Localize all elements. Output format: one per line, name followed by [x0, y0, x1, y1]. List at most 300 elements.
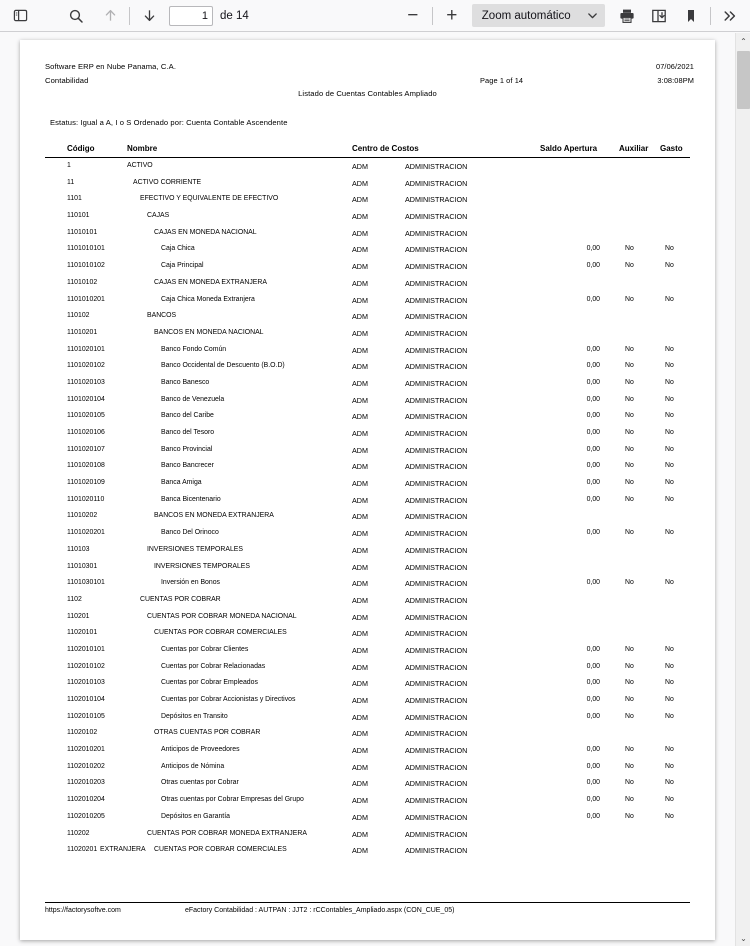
table-header-row	[45, 144, 690, 158]
cell-nombre-cont: EXTRANJERA	[100, 846, 146, 854]
pdf-viewer-area[interactable]	[0, 33, 735, 946]
cell-nombre: INVERSIONES TEMPORALES	[154, 562, 250, 570]
cell-codigo: 11010301	[67, 562, 98, 570]
cell-centro-de-costos-nombre: ADMINISTRACION	[405, 262, 468, 272]
zoom-select-value: Zoom automático	[481, 9, 571, 22]
cell-centro-de-costos-codigo: ADM	[352, 762, 368, 772]
cell-nombre: Banca Bicentenario	[161, 495, 221, 503]
cell-codigo: 1102010103	[67, 679, 105, 687]
cell-gasto: No	[665, 712, 674, 720]
cell-codigo: 11010201	[67, 328, 98, 336]
cell-centro-de-costos-codigo: ADM	[352, 262, 368, 272]
table-row	[45, 375, 690, 392]
cell-saldo-apertura: 0,00	[586, 779, 600, 787]
cell-centro-de-costos-codigo: ADM	[352, 395, 368, 405]
arrow-down-icon	[142, 8, 157, 23]
table-row	[45, 442, 690, 459]
table-row	[45, 325, 690, 342]
cell-auxiliar: No	[625, 529, 634, 537]
cell-centro-de-costos-codigo: ADM	[352, 612, 368, 622]
table-row	[45, 158, 690, 175]
report-title: Listado de Cuentas Contables Ampliado	[298, 89, 437, 98]
table-row	[45, 642, 690, 659]
plus-icon: +	[446, 5, 458, 26]
cell-auxiliar: No	[625, 395, 634, 403]
cell-centro-de-costos-nombre: ADMINISTRACION	[405, 178, 468, 188]
table-row	[45, 775, 690, 792]
cell-auxiliar: No	[625, 412, 634, 420]
cell-auxiliar: No	[625, 429, 634, 436]
table-row	[45, 809, 690, 826]
cell-centro-de-costos-nombre: ADMINISTRACION	[405, 712, 468, 722]
double-chevron-right-icon	[722, 8, 738, 24]
cell-centro-de-costos-nombre: ADMINISTRACION	[405, 762, 468, 772]
cell-nombre: Cuentas por Cobrar Clientes	[161, 645, 249, 653]
table-row	[45, 241, 690, 258]
cell-centro-de-costos-codigo: ADM	[352, 312, 368, 322]
cell-gasto: No	[665, 662, 674, 670]
cell-centro-de-costos-codigo: ADM	[352, 495, 368, 505]
cell-gasto: No	[665, 245, 674, 253]
cell-centro-de-costos-codigo: ADM	[352, 212, 368, 222]
cell-nombre: Inversión en Bonos	[161, 579, 220, 587]
cell-saldo-apertura: 0,00	[586, 345, 600, 353]
cell-centro-de-costos-nombre: ADMINISTRACION	[405, 829, 468, 839]
cell-codigo: 1102010104	[67, 696, 105, 703]
cell-gasto: No	[665, 295, 674, 303]
cell-codigo: 1101020201	[67, 529, 105, 537]
cell-codigo: 1101020106	[67, 429, 105, 436]
cell-centro-de-costos-codigo: ADM	[352, 812, 368, 822]
cell-nombre: CUENTAS POR COBRAR COMERCIALES	[154, 629, 287, 637]
cell-centro-de-costos-codigo: ADM	[352, 562, 368, 572]
cell-centro-de-costos-nombre: ADMINISTRACION	[405, 679, 468, 689]
cell-codigo: 1101020109	[67, 479, 105, 487]
cell-auxiliar: No	[625, 779, 634, 787]
cell-centro-de-costos-nombre: ADMINISTRACION	[405, 195, 468, 205]
cell-saldo-apertura: 0,00	[586, 529, 600, 537]
cell-gasto: No	[665, 412, 674, 420]
cell-centro-de-costos-nombre: ADMINISTRACION	[405, 228, 468, 238]
cell-codigo: 11020101	[67, 629, 98, 637]
cell-auxiliar: No	[625, 462, 634, 470]
cell-centro-de-costos-codigo: ADM	[352, 462, 368, 472]
page-count-label: de 14	[220, 9, 249, 22]
table-row	[45, 191, 690, 208]
cell-saldo-apertura: 0,00	[586, 579, 600, 587]
cell-gasto: No	[665, 679, 674, 687]
cell-centro-de-costos-codigo: ADM	[352, 595, 368, 605]
cell-codigo: 11020201	[67, 846, 98, 854]
cell-auxiliar: No	[625, 645, 634, 653]
cell-auxiliar: No	[625, 796, 634, 804]
table-row	[45, 342, 690, 359]
cell-nombre: INVERSIONES TEMPORALES	[147, 545, 243, 553]
cell-centro-de-costos-nombre: ADMINISTRACION	[405, 746, 468, 756]
cell-nombre: EFECTIVO Y EQUIVALENTE DE EFECTIVO	[140, 195, 279, 203]
cell-codigo: 1101020104	[67, 395, 105, 403]
cell-centro-de-costos-nombre: ADMINISTRACION	[405, 429, 468, 438]
cell-saldo-apertura: 0,00	[586, 696, 600, 703]
cell-gasto: No	[665, 345, 674, 353]
cell-centro-de-costos-nombre: ADMINISTRACION	[405, 846, 468, 856]
cell-saldo-apertura: 0,00	[586, 662, 600, 670]
cell-centro-de-costos-codigo: ADM	[352, 445, 368, 455]
column-header-centro-de-costos: Centro de Costos	[352, 144, 419, 153]
cell-auxiliar: No	[625, 762, 634, 770]
cell-codigo: 1101010101	[67, 245, 105, 253]
zoom-select[interactable]	[472, 4, 605, 27]
page-number-input[interactable]	[169, 6, 213, 26]
cell-centro-de-costos-nombre: ADMINISTRACION	[405, 562, 468, 572]
cell-codigo: 1101020110	[67, 495, 105, 503]
table-row	[45, 175, 690, 192]
cell-auxiliar: No	[625, 579, 634, 587]
cell-nombre: Depósitos en Transito	[161, 712, 228, 720]
table-row	[45, 458, 690, 475]
cell-codigo: 1102010102	[67, 662, 105, 670]
cell-gasto: No	[665, 479, 674, 487]
cell-centro-de-costos-nombre: ADMINISTRACION	[405, 812, 468, 822]
cell-gasto: No	[665, 378, 674, 386]
cell-centro-de-costos-nombre: ADMINISTRACION	[405, 545, 468, 555]
cell-gasto: No	[665, 779, 674, 787]
cell-gasto: No	[665, 462, 674, 470]
cell-nombre: CUENTAS POR COBRAR	[140, 595, 221, 603]
cell-codigo: 11010202	[67, 512, 98, 520]
cell-gasto: No	[665, 495, 674, 503]
toolbar-right-group	[613, 3, 750, 29]
minus-icon: −	[407, 5, 419, 26]
cell-nombre: ACTIVO CORRIENTE	[133, 178, 202, 186]
table-row	[45, 625, 690, 642]
cell-centro-de-costos-nombre: ADMINISTRACION	[405, 378, 468, 388]
cell-nombre: CAJAS EN MONEDA NACIONAL	[154, 228, 257, 236]
cell-codigo: 11020102	[67, 729, 98, 737]
cell-saldo-apertura: 0,00	[586, 495, 600, 503]
cell-nombre: Banco Del Orinoco	[161, 529, 219, 537]
table-body	[45, 158, 690, 869]
cell-codigo: 110202	[67, 829, 90, 837]
sidebar-toggle-icon	[13, 8, 28, 23]
cell-auxiliar: No	[625, 696, 634, 703]
sidebar-toggle-button[interactable]	[6, 3, 34, 29]
cell-nombre: CAJAS EN MONEDA EXTRANJERA	[154, 278, 267, 286]
cell-saldo-apertura: 0,00	[586, 295, 600, 303]
cell-codigo: 1101010201	[67, 295, 105, 303]
chevron-down-icon	[587, 10, 598, 21]
cell-auxiliar: No	[625, 445, 634, 453]
cell-auxiliar: No	[625, 479, 634, 487]
cell-centro-de-costos-nombre: ADMINISTRACION	[405, 645, 468, 655]
cell-nombre: Banco Banesco	[161, 378, 210, 386]
table-row	[45, 208, 690, 225]
cell-centro-de-costos-codigo: ADM	[352, 829, 368, 839]
cell-nombre: Banco Bancrecer	[161, 462, 214, 470]
cell-centro-de-costos-codigo: ADM	[352, 345, 368, 355]
cell-gasto: No	[665, 362, 674, 370]
cell-centro-de-costos-nombre: ADMINISTRACION	[405, 412, 468, 422]
cell-centro-de-costos-codigo: ADM	[352, 479, 368, 489]
cell-nombre: Otras cuentas por Cobrar	[161, 779, 239, 787]
toolbar-divider-3	[710, 7, 711, 25]
cell-centro-de-costos-nombre: ADMINISTRACION	[405, 729, 468, 739]
table-row	[45, 425, 690, 442]
cell-saldo-apertura: 0,00	[586, 412, 600, 420]
cell-centro-de-costos-codigo: ADM	[352, 796, 368, 806]
table-row	[45, 525, 690, 542]
cell-codigo: 1	[67, 162, 71, 169]
report-footer	[45, 902, 690, 914]
cell-centro-de-costos-codigo: ADM	[352, 378, 368, 388]
cell-auxiliar: No	[625, 345, 634, 353]
cell-centro-de-costos-codigo: ADM	[352, 579, 368, 589]
cell-codigo: 110102	[67, 312, 90, 320]
cell-codigo: 1101	[67, 195, 82, 203]
table-row	[45, 692, 690, 709]
cell-auxiliar: No	[625, 495, 634, 503]
report-page-info: Page 1 of 14	[480, 76, 524, 85]
save-button[interactable]	[645, 3, 673, 29]
cell-centro-de-costos-codigo: ADM	[352, 295, 368, 305]
cell-centro-de-costos-codigo: ADM	[352, 662, 368, 672]
table-row	[45, 709, 690, 726]
report-document	[20, 40, 715, 940]
cell-nombre: Anticipos de Proveedores	[161, 746, 240, 754]
cell-nombre: CUENTAS POR COBRAR MONEDA NACIONAL	[147, 612, 297, 620]
cell-auxiliar: No	[625, 378, 634, 386]
table-row	[45, 408, 690, 425]
cell-nombre: Otras cuentas por Cobrar Empresas del Grupo	[161, 796, 304, 804]
cell-codigo: 1102010201	[67, 746, 105, 754]
search-icon	[68, 8, 84, 24]
cell-nombre: CUENTAS POR COBRAR MONEDA EXTRANJERA	[147, 829, 307, 837]
table-row	[45, 225, 690, 242]
table-row	[45, 308, 690, 325]
toolbar-left-group	[0, 3, 249, 29]
cell-auxiliar: No	[625, 712, 634, 720]
table-row	[45, 725, 690, 742]
cell-codigo: 1102010105	[67, 712, 105, 720]
cell-saldo-apertura: 0,00	[586, 712, 600, 720]
cell-saldo-apertura: 0,00	[586, 445, 600, 453]
cell-codigo: 1101020107	[67, 445, 105, 453]
table-row	[45, 542, 690, 559]
cell-centro-de-costos-codigo: ADM	[352, 529, 368, 539]
cell-centro-de-costos-nombre: ADMINISTRACION	[405, 612, 468, 622]
cell-nombre: OTRAS CUENTAS POR COBRAR	[154, 729, 261, 737]
table-row	[45, 842, 690, 869]
cell-nombre: Banco del Tesoro	[161, 429, 215, 436]
cell-codigo: 1101020105	[67, 412, 105, 420]
column-header-codigo: Código	[67, 144, 95, 153]
cell-codigo: 1101020102	[67, 362, 105, 370]
cell-nombre: Caja Chica Moneda Extranjera	[161, 295, 255, 303]
cell-codigo: 1102010101	[67, 645, 105, 653]
table-row	[45, 659, 690, 676]
column-header-nombre: Nombre	[127, 144, 158, 153]
column-header-auxiliar: Auxiliar	[619, 144, 649, 153]
cell-nombre: BANCOS EN MONEDA NACIONAL	[154, 328, 264, 336]
arrow-up-icon	[103, 8, 118, 23]
cell-gasto: No	[665, 812, 674, 820]
bookmark-button[interactable]	[677, 3, 705, 29]
cell-centro-de-costos-codigo: ADM	[352, 278, 368, 288]
cell-centro-de-costos-codigo: ADM	[352, 746, 368, 756]
table-row	[45, 508, 690, 525]
cell-gasto: No	[665, 796, 674, 804]
cell-centro-de-costos-nombre: ADMINISTRACION	[405, 328, 468, 338]
table-row	[45, 392, 690, 409]
cell-saldo-apertura: 0,00	[586, 796, 600, 804]
cell-gasto: No	[665, 579, 674, 587]
cell-auxiliar: No	[625, 812, 634, 820]
cell-centro-de-costos-nombre: ADMINISTRACION	[405, 595, 468, 605]
cell-codigo: 110103	[67, 545, 90, 553]
cell-gasto: No	[665, 262, 674, 270]
cell-codigo: 1102	[67, 595, 82, 603]
column-header-saldo-apertura: Saldo Apertura	[540, 144, 598, 153]
cell-nombre: Cuentas por Cobrar Relacionadas	[161, 662, 266, 670]
cell-saldo-apertura: 0,00	[586, 378, 600, 386]
cell-codigo: 11010101	[67, 228, 98, 236]
cell-centro-de-costos-nombre: ADMINISTRACION	[405, 662, 468, 672]
cell-centro-de-costos-codigo: ADM	[352, 779, 368, 789]
previous-page-button[interactable]	[96, 3, 124, 29]
cell-centro-de-costos-nombre: ADMINISTRACION	[405, 312, 468, 322]
scrollbar-thumb[interactable]	[737, 51, 750, 109]
accounts-table	[45, 144, 690, 869]
cell-centro-de-costos-nombre: ADMINISTRACION	[405, 295, 468, 305]
cell-nombre: Cuentas por Cobrar Accionistas y Directivos	[161, 696, 296, 703]
table-row	[45, 292, 690, 309]
cell-centro-de-costos-codigo: ADM	[352, 846, 368, 856]
cell-saldo-apertura: 0,00	[586, 812, 600, 820]
cell-centro-de-costos-codigo: ADM	[352, 362, 368, 372]
cell-nombre: Anticipos de Nómina	[161, 762, 225, 770]
cell-saldo-apertura: 0,00	[586, 245, 600, 253]
cell-saldo-apertura: 0,00	[586, 362, 600, 370]
print-button[interactable]	[613, 3, 641, 29]
table-row	[45, 742, 690, 759]
cell-centro-de-costos-nombre: ADMINISTRACION	[405, 696, 468, 705]
cell-nombre: CUENTAS POR COBRAR COMERCIALES	[154, 846, 287, 854]
cell-saldo-apertura: 0,00	[586, 395, 600, 403]
cell-nombre: Banco Occidental de Descuento (B.O.D)	[161, 362, 285, 370]
cell-nombre: Caja Chica	[161, 245, 195, 253]
cell-centro-de-costos-codigo: ADM	[352, 195, 368, 205]
cell-nombre: Caja Principal	[161, 262, 204, 270]
cell-saldo-apertura: 0,00	[586, 479, 600, 487]
scroll-down-arrow-icon[interactable]: ⌄	[740, 933, 747, 943]
more-tools-button[interactable]	[716, 3, 744, 29]
table-row	[45, 358, 690, 375]
cell-saldo-apertura: 0,00	[586, 462, 600, 470]
cell-saldo-apertura: 0,00	[586, 762, 600, 770]
cell-centro-de-costos-nombre: ADMINISTRACION	[405, 362, 468, 372]
cell-centro-de-costos-nombre: ADMINISTRACION	[405, 779, 468, 789]
cell-auxiliar: No	[625, 245, 634, 253]
cell-nombre: Banco de Venezuela	[161, 395, 225, 403]
zoom-out-button[interactable]	[399, 3, 427, 29]
cell-centro-de-costos-nombre: ADMINISTRACION	[405, 445, 468, 455]
cell-codigo: 1101020108	[67, 462, 105, 470]
cell-nombre: BANCOS EN MONEDA EXTRANJERA	[154, 512, 274, 520]
table-row	[45, 258, 690, 275]
cell-centro-de-costos-codigo: ADM	[352, 412, 368, 422]
cell-gasto: No	[665, 645, 674, 653]
cell-nombre: Banco Provincial	[161, 445, 213, 453]
cell-codigo: 1102010203	[67, 779, 105, 787]
cell-centro-de-costos-codigo: ADM	[352, 245, 368, 255]
cell-auxiliar: No	[625, 262, 634, 270]
cell-saldo-apertura: 0,00	[586, 679, 600, 687]
cell-auxiliar: No	[625, 295, 634, 303]
cell-centro-de-costos-nombre: ADMINISTRACION	[405, 479, 468, 489]
cell-codigo: 1101020103	[67, 378, 105, 386]
cell-centro-de-costos-codigo: ADM	[352, 429, 368, 438]
cell-nombre: Banca Amiga	[161, 479, 202, 487]
cell-centro-de-costos-nombre: ADMINISTRACION	[405, 512, 468, 522]
cell-saldo-apertura: 0,00	[586, 746, 600, 754]
table-row	[45, 275, 690, 292]
vertical-scrollbar[interactable]	[735, 33, 750, 946]
cell-saldo-apertura: 0,00	[586, 645, 600, 653]
cell-gasto: No	[665, 696, 674, 703]
table-row	[45, 675, 690, 692]
pdf-page	[20, 40, 715, 940]
cell-codigo: 110201	[67, 612, 90, 620]
cell-centro-de-costos-nombre: ADMINISTRACION	[405, 278, 468, 288]
cell-nombre: CAJAS	[147, 212, 170, 220]
report-company: Software ERP en Nube Panama, C.A.	[45, 62, 177, 71]
cell-centro-de-costos-nombre: ADMINISTRACION	[405, 212, 468, 222]
cell-codigo: 1101030101	[67, 579, 105, 587]
cell-centro-de-costos-codigo: ADM	[352, 696, 368, 705]
scroll-up-arrow-icon[interactable]: ⌃	[740, 36, 747, 46]
cell-gasto: No	[665, 529, 674, 537]
cell-codigo: 11	[67, 178, 75, 186]
cell-codigo: 1102010204	[67, 796, 105, 804]
cell-centro-de-costos-codigo: ADM	[352, 162, 368, 171]
table-row	[45, 575, 690, 592]
cell-codigo: 1101020101	[67, 345, 105, 353]
cell-codigo: 1102010205	[67, 812, 105, 820]
cell-gasto: No	[665, 445, 674, 453]
cell-centro-de-costos-nombre: ADMINISTRACION	[405, 162, 468, 171]
cell-centro-de-costos-nombre: ADMINISTRACION	[405, 629, 468, 639]
cell-codigo: 11010102	[67, 278, 98, 286]
next-page-button[interactable]	[135, 3, 163, 29]
cell-centro-de-costos-codigo: ADM	[352, 712, 368, 722]
cell-centro-de-costos-nombre: ADMINISTRACION	[405, 462, 468, 472]
cell-centro-de-costos-codigo: ADM	[352, 729, 368, 739]
cell-gasto: No	[665, 395, 674, 403]
cell-nombre: Cuentas por Cobrar Empleados	[161, 679, 258, 687]
zoom-in-button[interactable]	[438, 3, 466, 29]
cell-auxiliar: No	[625, 679, 634, 687]
cell-nombre: BANCOS	[147, 312, 177, 320]
report-module: Contabilidad	[45, 76, 89, 85]
cell-centro-de-costos-codigo: ADM	[352, 629, 368, 639]
bookmark-icon	[683, 8, 699, 24]
report-date: 07/06/2021	[656, 62, 694, 71]
cell-centro-de-costos-codigo: ADM	[352, 228, 368, 238]
find-button[interactable]	[62, 3, 90, 29]
cell-centro-de-costos-codigo: ADM	[352, 545, 368, 555]
cell-saldo-apertura: 0,00	[586, 429, 600, 436]
cell-centro-de-costos-codigo: ADM	[352, 645, 368, 655]
